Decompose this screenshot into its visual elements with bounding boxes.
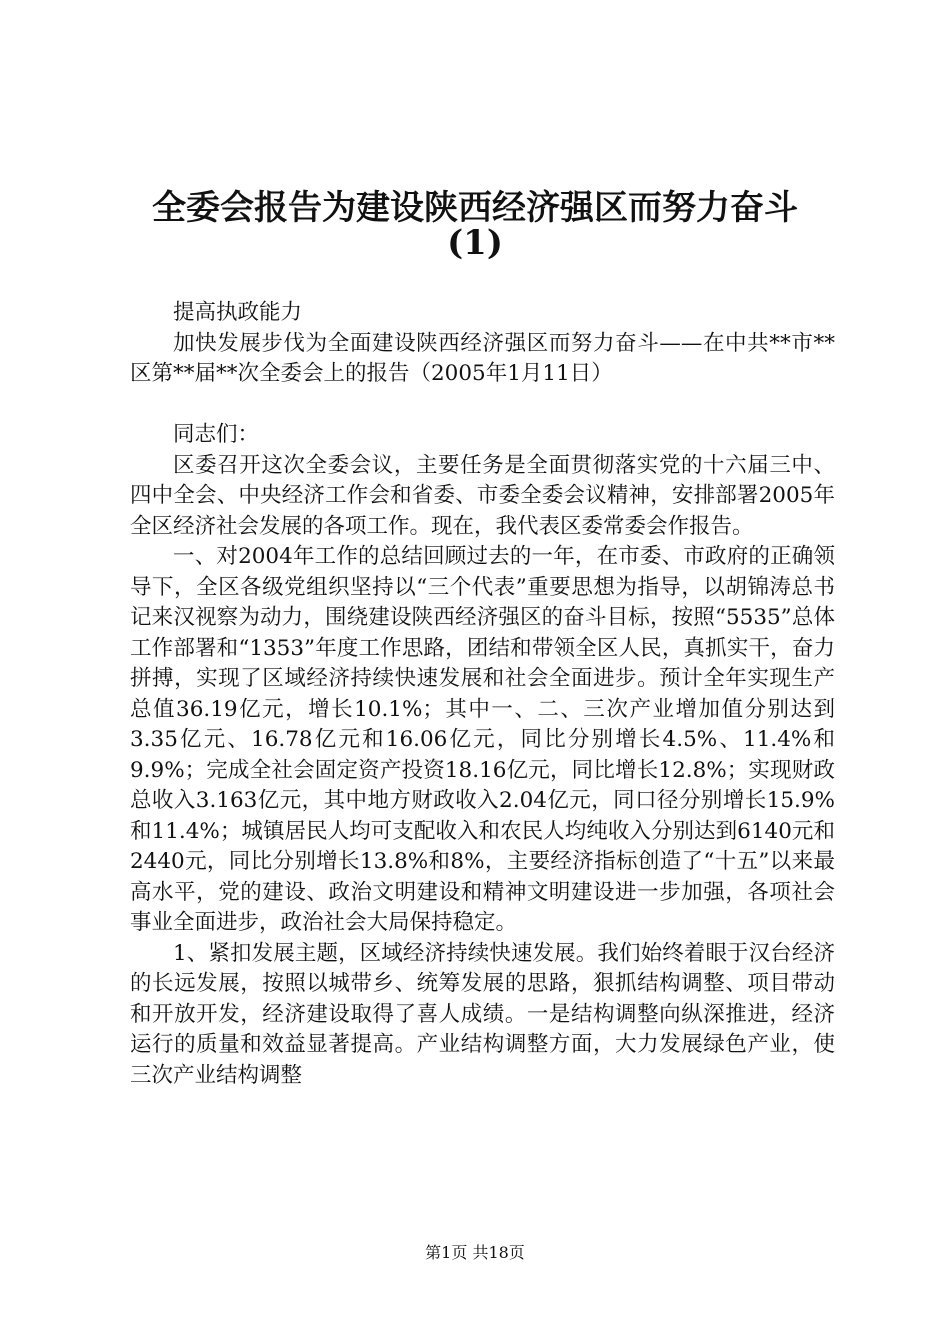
subtitle-line: 提高执政能力 [173, 300, 303, 325]
page-footer: 第1页 共18页 [425, 1243, 525, 1262]
document-title-number: (1) [447, 223, 503, 263]
document-title: 全委会报告为建设陕西经济强区而努力奋斗 [152, 188, 798, 228]
salutation: 同志们： [173, 422, 260, 447]
body-paragraph: 一、对2004年工作的总结回顾过去的一年，在市委、市政府的正确领导下，全区各级党组织坚持以“三个代表”重要思想为指导，以胡锦涛总书记来汉视察为动力，围绕建设陕西经济强区的奋斗目标，按照“5535”总体工作部署和“1353”年度工作思路，团结和带领全区人民，真抓实干，奋力拼搏，实现了区域经济持续快速发展和社会全面进步。预计全年实现生产总值36.19亿元，增长10.1%；其中一、二、三次产业增加值分别达到3.35亿元、16.78亿元和16.06亿元，同比分别增长4.5%、11.4%和9.9%；完成全社会固定资产投资18.16亿元，同比增长12.8%；实现财政总收入3.163亿元，其中地方财政收入2.04亿元，同口径分别增长15.9%和11.4%；城镇居民人均可支配收入和农民人均纯收入分别达到6140元和2440元，同比分别增长13.8%和8%，主要经济指标创造了“十五”以来最高水平，党的建设、政治文明建设和精神文明建设进一步加强，各项社会事业全面进步，政治社会大局保持稳定。 [130, 544, 835, 935]
report-heading: 加快发展步伐为全面建设陕西经济强区而努力奋斗——在中共**市**区第**届**次全委会上的报告（2005年1月11日） [130, 330, 835, 386]
body-paragraph: 区委召开这次全委会议，主要任务是全面贯彻落实党的十六届三中、四中全会、中央经济工作会和省委、市委全委会议精神，安排部署2005年全区经济社会发展的各项工作。现在，我代表区委常委会作报告。 [130, 452, 835, 539]
document-body [130, 298, 835, 1091]
body-paragraph: 1、紧扣发展主题，区域经济持续快速发展。我们始终着眼于汉台经济的长远发展，按照以城带乡、统筹发展的思路，狠抓结构调整、项目带动和开放开发，经济建设取得了喜人成绩。一是结构调整向纵深推进，经济运行的质量和效益显著提高。产业结构调整方面，大力发展绿色产业，使三次产业结构调整 [130, 940, 835, 1088]
